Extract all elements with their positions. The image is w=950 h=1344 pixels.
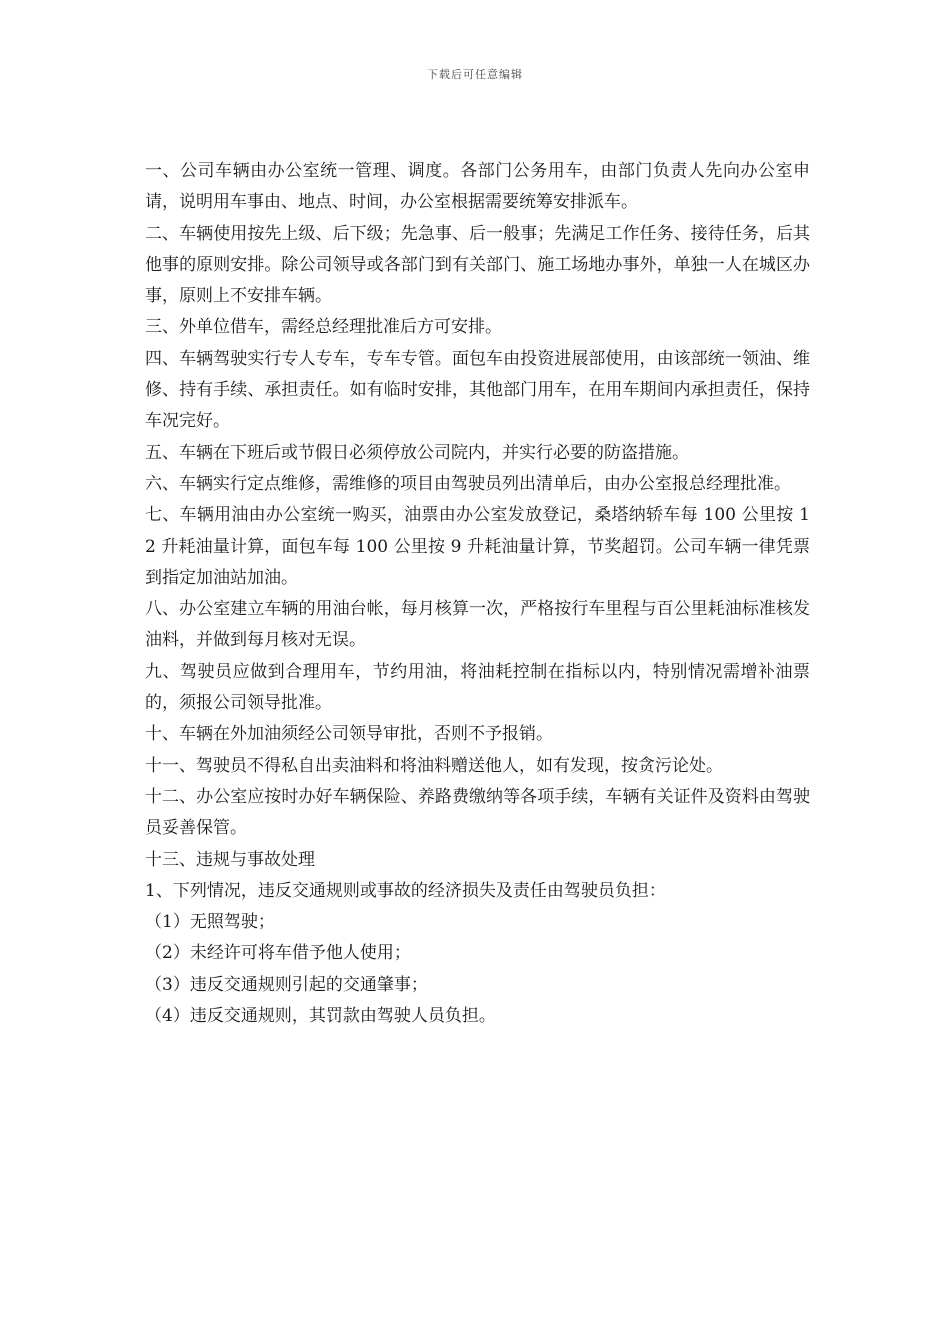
paragraph-1: 一、公司车辆由办公室统一管理、调度。各部门公务用车，由部门负责人先向办公室申请，说明用车事由、地点、时间，办公室根据需要统筹安排派车。 xyxy=(145,161,810,213)
paragraph-10: 十、车辆在外加油须经公司领导审批，否则不予报销。 xyxy=(145,724,553,745)
paragraph-2: 二、车辆使用按先上级、后下级；先急事、后一般事；先满足工作任务、接待任务，后其他事的原则安排。除公司领导或各部门到有关部门、施工场地办事外，单独一人在城区办事，原则上不安排车辆。 xyxy=(145,223,810,307)
paragraph-7: 七、车辆用油由办公室统一购买，油票由办公室发放登记，桑塔纳轿车每 100 公里按 12 升耗油量计算，面包车每 100 公里按 9 升耗油量计算，节奖超罚。公司车辆一律凭票到指定加油站加油。 xyxy=(145,505,810,588)
paragraph-12: 十二、办公室应按时办好车辆保险、养路费缴纳等各项手续，车辆有关证件及资料由驾驶员妥善保管。 xyxy=(145,786,810,839)
list-item-4: （4）违反交通规则，其罚款由驾驶人员负担。 xyxy=(145,1006,496,1027)
paragraph-4: 四、车辆驾驶实行专人专车，专车专管。面包车由投资进展部使用，由该部统一领油、维修、持有手续、承担责任。如有临时安排，其他部门用车，在用车期间内承担责任，保持车况完好。 xyxy=(145,348,810,432)
paragraph-11: 十一、驾驶员不得私自出卖油料和将油料赠送他人，如有发现，按贪污论处。 xyxy=(145,755,723,776)
list-item-2: （2）未经许可将车借予他人使用； xyxy=(145,943,411,964)
page-header-note: 下载后可任意编辑 xyxy=(427,68,523,81)
list-item-1: （1）无照驾驶； xyxy=(145,912,275,933)
paragraph-3: 三、外单位借车，需经总经理批准后方可安排。 xyxy=(145,317,502,338)
document-body xyxy=(145,156,810,1032)
sub-clause-1: 1、下列情况，违反交通规则或事故的经济损失及责任由驾驶员负担： xyxy=(145,880,666,901)
paragraph-5: 五、车辆在下班后或节假日必须停放公司院内，并实行必要的防盗措施。 xyxy=(145,442,689,463)
list-item-3: （3）违反交通规则引起的交通肇事； xyxy=(145,974,428,995)
paragraph-6: 六、车辆实行定点维修，需维修的项目由驾驶员列出清单后，由办公室报总经理批准。 xyxy=(145,473,791,494)
paragraph-8: 八、办公室建立车辆的用油台帐，每月核算一次，严格按行车里程与百公里耗油标准核发油料，并做到每月核对无误。 xyxy=(145,599,810,651)
paragraph-9: 九、驾驶员应做到合理用车，节约用油，将油耗控制在指标以内，特别情况需增补油票的，须报公司领导批准。 xyxy=(145,661,810,714)
section-heading-13: 十三、违规与事故处理 xyxy=(145,849,315,870)
